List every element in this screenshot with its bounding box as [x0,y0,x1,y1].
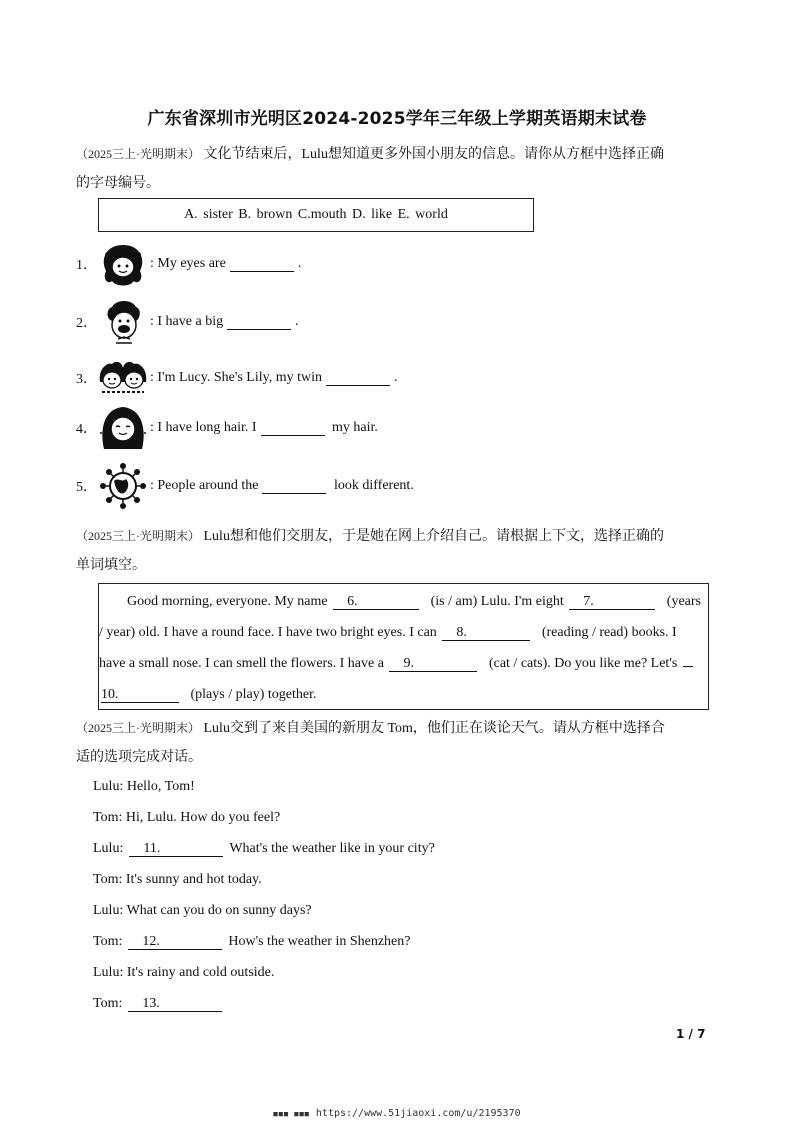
section3-instructions [76,714,716,772]
blank-10[interactable]: 10. [101,688,179,703]
globe-people-icon [98,461,148,511]
blank-8[interactable]: 8. [442,626,530,641]
question-1: 1． : My eyes are . [76,244,301,284]
blank-12[interactable]: 12. [128,935,222,950]
section3-text-line2: 适的选项完成对话。 [76,750,202,765]
section2-instructions [76,522,716,580]
section1-instructions [76,140,716,198]
question-number: 5． [76,480,97,495]
question-3: 3． : I'm Lucy. She's Lily, my twin . [76,358,398,398]
page-title: 广东省深圳市光明区2024-2025学年三年级上学期英语期末试卷 [147,109,647,129]
twin-girls-icon [98,358,148,398]
big-mouth-boy-icon [98,297,148,347]
dialogue-line-1: Lulu: Hello, Tom! [93,779,195,794]
question-number: 3． [76,372,97,387]
blank-11[interactable]: 11. [129,842,223,857]
answer-blank[interactable] [261,421,325,436]
footer-url[interactable]: https://www.51jiaoxi.com/u/2195370 [315,1108,521,1119]
passage-line-4: 10. (plays / play) together. [101,687,317,702]
question-4: 4． : I have long hair. I my hair. [76,408,378,448]
blank-7[interactable]: 7. [569,595,655,610]
section3-source: （2025三上·光明期末） [76,721,200,735]
blank-9[interactable]: 9. [389,657,477,672]
dialogue-line-3: Lulu: 11. What's the weather like in your city? [93,841,435,856]
section1-source: （2025三上·光明期末） [76,147,200,161]
answer-blank[interactable] [230,257,294,272]
footer-marks: ■■■ ■■■ [273,1110,310,1118]
word-bank-box: A. sister B. brown C.mouth D. like E. world [98,198,534,232]
page-number: 1 / 7 [676,1027,706,1041]
question-2: 2． : I have a big . [76,302,299,342]
passage-line-3: have a small nose. I can smell the flowers. I have a 9. (cat / cats). Do you like me? Let's [99,656,695,672]
dialogue-line-2: Tom: Hi, Lulu. How do you feel? [93,810,281,825]
passage-box [98,583,709,710]
question-number: 1． [76,258,97,273]
blank-13[interactable]: 13. [128,997,222,1012]
section2-source: （2025三上·光明期末） [76,529,200,543]
section3-text-line1: Lulu交到了来自美国的新朋友 Tom，他们正在谈论天气。请从方框中选择合 [203,721,665,736]
answer-blank[interactable] [262,479,326,494]
passage-line-2: / year) old. I have a round face. I have two bright eyes. I can 8. (reading / read) books. I [99,625,677,640]
question-5: 5． : People around the look different. [76,466,414,506]
dialogue-line-5: Lulu: What can you do on sunny days? [93,903,312,918]
question-number: 4． [76,422,97,437]
answer-blank[interactable] [326,371,390,386]
section2-text-line1: Lulu想和他们交朋友，于是她在网上介绍自己。请根据上下文，选择正确的 [203,529,664,544]
section2-text-line2: 单词填空。 [76,558,146,573]
dialogue-line-7: Lulu: It's rainy and cold outside. [93,965,275,980]
section1-text-line1: 文化节结束后，Lulu想知道更多外国小朋友的信息。请你从方框中选择正确 [203,147,664,162]
footer [0,1108,794,1119]
passage-line-1: Good morning, everyone. My name 6. (is / am) Lulu. I'm eight 7. (years [127,594,701,609]
dialogue-line-6: Tom: 12. How's the weather in Shenzhen? [93,934,411,949]
section1-text-line2: 的字母编号。 [76,176,160,191]
curly-hair-girl-icon [98,241,148,287]
dialogue-line-4: Tom: It's sunny and hot today. [93,872,262,887]
dialogue-line-8: Tom: 13. [93,996,228,1012]
long-hair-girl-icon [98,403,148,453]
blank-6[interactable]: 6. [333,595,419,610]
answer-blank[interactable] [227,315,291,330]
question-number: 2． [76,316,97,331]
